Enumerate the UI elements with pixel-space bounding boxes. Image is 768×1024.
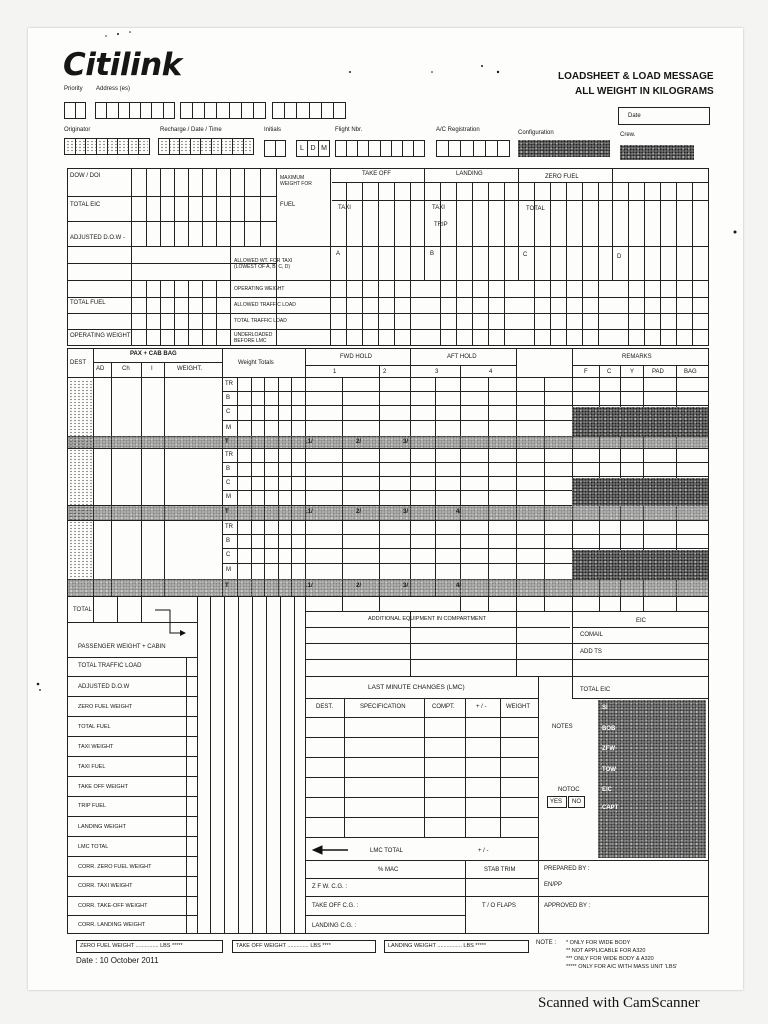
scan-stripe xyxy=(68,506,708,520)
remarks-label: REMARKS xyxy=(622,354,652,360)
pax-cab-bag-label: PAX + CAB BAG xyxy=(130,351,177,357)
taxi-label: TAXI xyxy=(338,205,351,211)
add-ts-label: ADD TS xyxy=(580,649,602,655)
ldm-letter-l: L xyxy=(297,141,308,156)
hold-4: 4 xyxy=(489,369,493,375)
ldm-letter-d: D xyxy=(308,141,319,156)
take-off-cg-label: TAKE OFF C.G. : xyxy=(312,903,359,909)
row-code-m: M xyxy=(226,567,231,573)
underloaded-label: UNDERLOADED BEFORE LMC xyxy=(234,332,273,344)
row-code-tr: TR xyxy=(225,381,233,387)
stripe-mark-2: 2/ xyxy=(356,509,362,515)
stripe-mark-t: T xyxy=(225,583,229,589)
crew-label: Crew. xyxy=(620,132,636,138)
lower-row-label: LANDING WEIGHT xyxy=(78,824,126,830)
scan-noise xyxy=(69,380,93,580)
hold-1: 1 xyxy=(333,369,337,375)
lower-row-label: ZERO FUEL WEIGHT xyxy=(78,704,133,710)
remarks-shaded-1 xyxy=(572,407,708,436)
taxi-trip-label: TAXI xyxy=(432,205,445,211)
side-code: TOW xyxy=(602,767,616,773)
weight-totals-label: Weight Totals xyxy=(238,360,274,366)
lower-row-label: TAXI FUEL xyxy=(78,764,106,770)
stripe-mark-4: 4/ xyxy=(456,509,462,515)
notoc-no-label: NO xyxy=(572,799,581,805)
row-code-b: B xyxy=(226,466,231,472)
row-code-m: M xyxy=(226,425,231,431)
fuel-label: FUEL xyxy=(280,202,296,208)
side-code: ZFW xyxy=(602,746,615,752)
remarks-shaded-2 xyxy=(572,478,708,506)
ch-label: Ch xyxy=(122,366,130,372)
prepared-by-label: PREPARED BY : xyxy=(544,866,590,872)
tow-lbs-label: TAKE OFF WEIGHT .............. LBS **** xyxy=(236,943,331,949)
take-off-label: TAKE OFF xyxy=(362,171,391,177)
row-code-c: C xyxy=(226,409,231,415)
pct-mac-label: % MAC xyxy=(378,867,399,873)
remark-bag: BAG xyxy=(684,369,697,375)
row-code-b: B xyxy=(226,395,231,401)
zfw-lbs-label: ZERO FUEL WEIGHT ............... LBS ***** xyxy=(80,943,183,949)
notoc-yes-label: YES xyxy=(550,799,563,805)
letter-d: D xyxy=(617,254,622,260)
hold-2: 2 xyxy=(383,369,387,375)
total-fuel-label: TOTAL FUEL xyxy=(70,300,106,306)
lower-row-label: TOTAL TRAFFIC LOAD xyxy=(78,663,142,669)
form-subtitle: ALL WEIGHT IN KILOGRAMS xyxy=(575,86,714,97)
additional-equipment-label: ADDITIONAL EQUIPMENT IN COMPARTMENT xyxy=(368,616,487,622)
pax-weight-cabin-label: PASSENGER WEIGHT + CABIN xyxy=(78,644,166,650)
note-line: *** ONLY FOR WIDE BODY & A320 xyxy=(566,956,654,962)
side-code: BOB xyxy=(602,726,616,732)
lw-lbs-label: LANDING WEIGHT ................ LBS ***** xyxy=(388,943,487,949)
approved-by-label: APPROVED BY : xyxy=(544,903,591,909)
flight-label: Flight Nbr. xyxy=(335,127,363,133)
stripe-mark-3: 3/ xyxy=(403,583,409,589)
row-code-tr: TR xyxy=(225,524,233,530)
trip-label: TRIP xyxy=(434,222,448,228)
lower-row-label: CORR. TAXI WEIGHT xyxy=(78,883,133,889)
op-weight-row-label: OPERATING WEIGHT xyxy=(234,286,285,292)
stripe-mark-3: 3/ xyxy=(403,439,409,445)
zfw-cg-label: Z F W. C.G. : xyxy=(312,884,347,890)
row-code-c: C xyxy=(226,552,231,558)
fwd-hold-label: FWD HOLD xyxy=(340,354,372,360)
stripe-mark-1: .1/ xyxy=(306,583,313,589)
stripe-mark-2: 2/ xyxy=(356,583,362,589)
total-label: TOTAL xyxy=(73,607,92,613)
lower-row-label: TOTAL FUEL xyxy=(78,724,111,730)
eic-label: EIC xyxy=(636,618,647,624)
letter-a: A xyxy=(336,251,341,257)
lmc-total-sign: + / - xyxy=(478,848,489,854)
side-code: SI xyxy=(602,705,608,711)
note-line: * ONLY FOR WIDE BODY xyxy=(566,940,631,946)
ldm-letter-m: M xyxy=(321,145,327,152)
capt-signature-area xyxy=(598,700,706,858)
i-label: I xyxy=(151,366,153,372)
hold-3: 3 xyxy=(435,369,439,375)
row-code-c: C xyxy=(226,480,231,486)
operating-weight-label: OPERATING WEIGHT xyxy=(70,333,131,339)
row-code-tr: TR xyxy=(225,452,233,458)
lower-row-label: TRIP FUEL xyxy=(78,803,107,809)
allowed-wt-taxi-label: ALLOWED WT. FOR TAXI (LOWEST OF A, B, C, D) xyxy=(234,258,293,270)
printed-date: Date : 10 October 2011 xyxy=(76,956,159,965)
configuration-label: Configuration xyxy=(518,130,554,136)
scanner-watermark: Scanned with CamScanner xyxy=(538,995,700,1011)
landing-cg-label: LANDING C.G. : xyxy=(312,923,357,929)
note-line: ** NOT APPLICABLE FOR A320 xyxy=(566,948,646,954)
lower-row-label: CORR. TAKE-OFF WEIGHT xyxy=(78,903,148,909)
lmc-col-plus-minus: + / - xyxy=(476,704,487,710)
side-code: CAPT xyxy=(602,805,619,811)
note-line: ***** ONLY FOR A/C WITH MASS UNIT 'LBS' xyxy=(566,964,678,970)
adjusted-dow-label: ADJUSTED D.O.W - xyxy=(70,235,125,241)
initials-label: Initials xyxy=(264,127,282,133)
total-traffic-label: TOTAL TRAFFIC LOAD xyxy=(234,318,287,324)
remark-c: C xyxy=(607,369,612,375)
ad-label: AD xyxy=(96,366,105,372)
zero-fuel-label: ZERO FUEL xyxy=(545,174,579,180)
priority-label: Priority xyxy=(64,86,83,92)
remarks-shaded-3 xyxy=(572,550,708,579)
dow-doi-label: DOW / DOI xyxy=(70,173,101,179)
remark-y: Y xyxy=(630,369,635,375)
aft-hold-label: AFT HOLD xyxy=(447,354,477,360)
total-eic-lower-label: TOTAL EIC xyxy=(580,687,611,693)
row-code-m: M xyxy=(226,494,231,500)
scan-stripe xyxy=(68,579,708,596)
stripe-mark-2: 2/ xyxy=(356,439,362,445)
landing-label: LANDING xyxy=(456,171,483,177)
lmc-col-weight: WEIGHT xyxy=(506,704,530,710)
lower-row-label: TAKE OFF WEIGHT xyxy=(78,784,129,790)
lower-row-label: CORR. ZERO FUEL WEIGHT xyxy=(78,864,152,870)
stripe-mark-4: 4/ xyxy=(456,583,462,589)
lmc-col-specification: SPECIFICATION xyxy=(360,704,406,710)
form-title: LOADSHEET & LOAD MESSAGE xyxy=(558,71,714,82)
scan-stripe xyxy=(68,436,708,448)
stripe-mark-t: T xyxy=(225,509,229,515)
to-flaps-label: T / O FLAPS xyxy=(482,903,516,909)
remark-pad: PAD xyxy=(652,369,664,375)
lower-row-label: LMC TOTAL xyxy=(78,844,109,850)
letter-b: B xyxy=(430,251,435,257)
lower-row-label: ADJUSTED D.O.W xyxy=(78,684,130,690)
lmc-col-dest: DEST. xyxy=(316,704,334,710)
lower-row-label: TAXI WEIGHT xyxy=(78,744,114,750)
dest-label: DEST xyxy=(70,360,87,366)
remark-f: F xyxy=(584,369,588,375)
comail-label: COMAIL xyxy=(580,632,604,638)
stripe-mark-1: .1/ xyxy=(306,509,313,515)
address-label: Address (es) xyxy=(96,86,131,92)
notes-label: NOTES xyxy=(552,724,573,730)
lmc-title: LAST MINUTE CHANGES (LMC) xyxy=(368,684,465,691)
date-label: Date xyxy=(628,113,641,119)
side-code: EIC xyxy=(602,787,613,793)
citilink-logo: Citilink xyxy=(63,47,182,83)
lmc-total-label: LMC TOTAL xyxy=(370,848,404,854)
weight-label: WEIGHT. xyxy=(177,366,202,372)
registration-label: A/C Registration xyxy=(436,127,480,133)
notoc-label: NOTOC xyxy=(558,787,580,793)
lmc-col-compt: COMPT. xyxy=(432,704,455,710)
total-label: TOTAL xyxy=(526,206,545,212)
lower-row-label: CORR. LANDING WEIGHT xyxy=(78,922,146,928)
total-eic-label: TOTAL EIC xyxy=(70,202,101,208)
row-code-b: B xyxy=(226,538,231,544)
stripe-mark-3: 3/ xyxy=(403,509,409,515)
recharge-label: Recharge / Date / Time xyxy=(160,127,222,133)
enpp-label: EN/PP xyxy=(544,882,563,888)
allowed-traffic-label: ALLOWED TRAFFIC LOAD xyxy=(234,302,296,308)
letter-c: C xyxy=(523,252,528,258)
stripe-mark-t: T xyxy=(225,439,229,445)
stab-trim-label: STAB TRIM xyxy=(484,867,516,873)
stripe-mark-1: .1/ xyxy=(306,439,313,445)
max-weight-label: MAXIMUM WEIGHT FOR xyxy=(280,175,312,187)
originator-label: Originator xyxy=(64,127,91,133)
note-label: NOTE : xyxy=(536,940,557,946)
